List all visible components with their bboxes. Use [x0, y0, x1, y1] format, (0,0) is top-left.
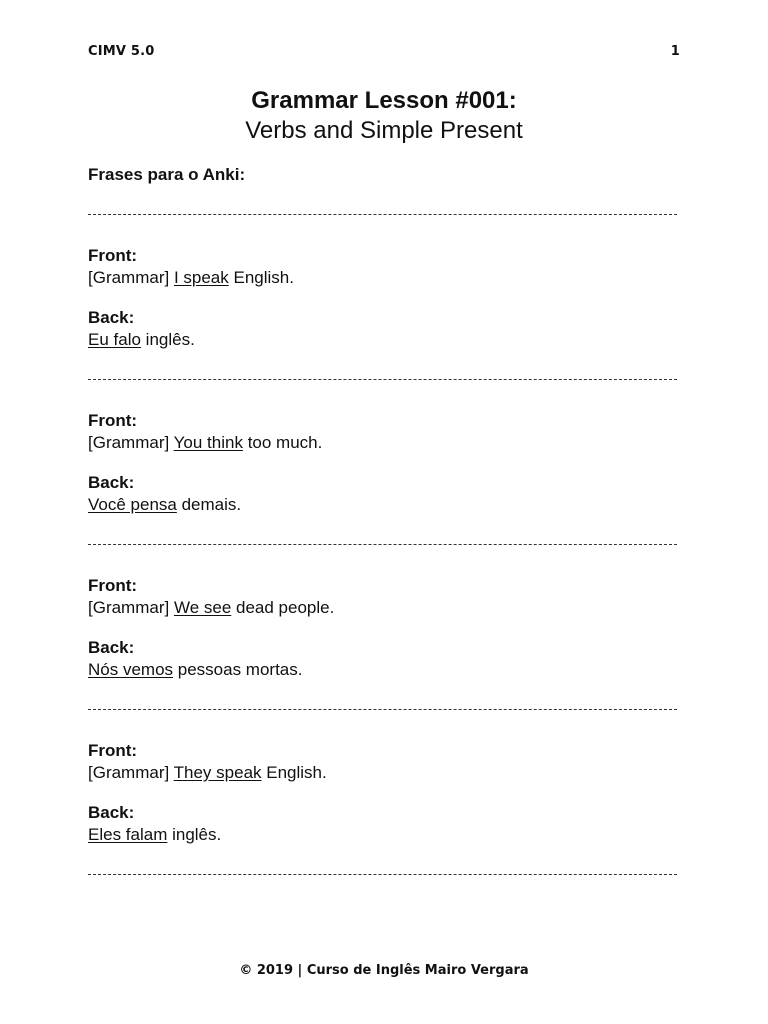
footer-copyright: © 2019 | Curso de Inglês Mairo Vergara	[239, 963, 529, 978]
sentence-rest: inglês.	[167, 825, 222, 844]
front-label: Front:	[88, 741, 138, 760]
back-text	[88, 329, 680, 351]
front-label: Front:	[88, 411, 138, 430]
grammar-tag: [Grammar]	[88, 598, 174, 617]
underlined-phrase: Nós vemos	[88, 660, 174, 679]
underlined-phrase: We see	[173, 598, 232, 617]
divider	[88, 214, 677, 215]
back-text	[88, 824, 680, 846]
section-label: Frases para o Anki:	[88, 165, 246, 184]
page-title: Grammar Lesson #001:	[251, 87, 517, 114]
divider	[88, 544, 677, 545]
divider	[88, 709, 677, 710]
front-label: Front:	[88, 576, 138, 595]
grammar-tag: [Grammar]	[88, 433, 174, 452]
sentence-rest: inglês.	[140, 330, 195, 349]
sentence-rest: English.	[261, 763, 327, 782]
underlined-phrase: Eles falam	[88, 825, 168, 844]
underlined-phrase: Você pensa	[88, 495, 177, 514]
page-number: 1	[670, 44, 680, 59]
sentence-rest: too much.	[242, 433, 323, 452]
underlined-phrase: Eu falo	[88, 330, 141, 349]
sentence-rest: dead people.	[231, 598, 335, 617]
page-subtitle: Verbs and Simple Present	[245, 117, 523, 144]
back-text	[88, 659, 680, 681]
sentence-rest: demais.	[176, 495, 242, 514]
sentence-rest: English.	[228, 268, 294, 287]
lesson-content	[88, 164, 680, 875]
back-label: Back:	[88, 638, 135, 657]
divider	[88, 379, 677, 380]
front-text	[88, 432, 680, 454]
grammar-tag: [Grammar]	[88, 763, 174, 782]
underlined-phrase: They speak	[173, 763, 262, 782]
title-block	[0, 86, 768, 146]
underlined-phrase: You think	[173, 433, 243, 452]
flashcard	[88, 410, 680, 516]
sentence-rest: pessoas mortas.	[173, 660, 303, 679]
flashcard	[88, 575, 680, 681]
flashcard	[88, 740, 680, 846]
grammar-tag: [Grammar]	[88, 268, 174, 287]
back-label: Back:	[88, 473, 135, 492]
document-code: CIMV 5.0	[88, 44, 155, 59]
back-label: Back:	[88, 308, 135, 327]
divider	[88, 874, 677, 875]
underlined-phrase: I speak	[173, 268, 229, 287]
front-text	[88, 597, 680, 619]
front-text	[88, 267, 680, 289]
back-label: Back:	[88, 803, 135, 822]
front-text	[88, 762, 680, 784]
back-text	[88, 494, 680, 516]
front-label: Front:	[88, 246, 138, 265]
flashcard	[88, 245, 680, 351]
